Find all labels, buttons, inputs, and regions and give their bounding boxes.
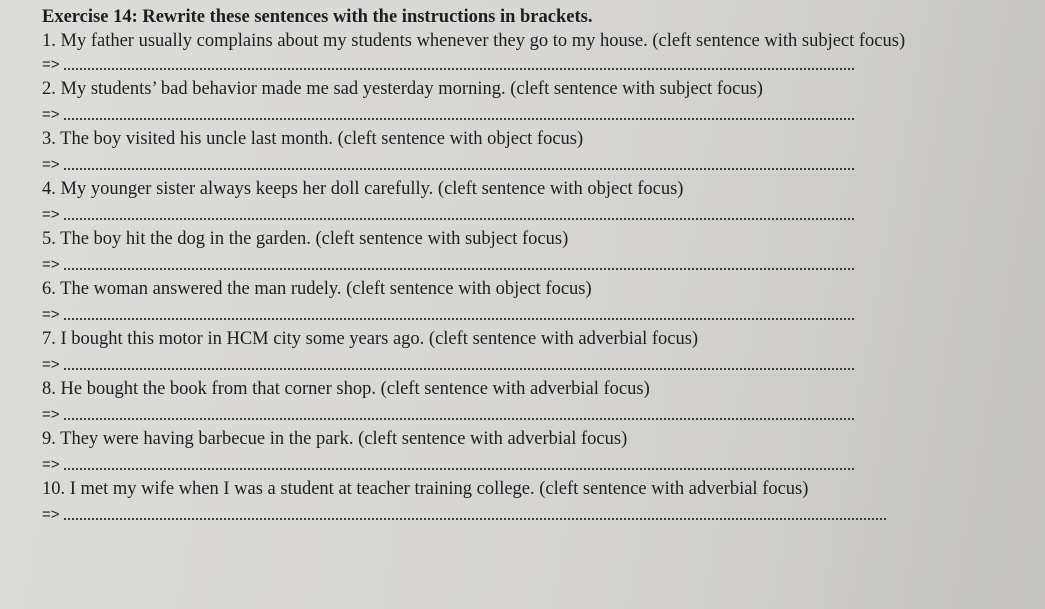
dotted-blank <box>64 467 854 470</box>
answer-arrow: => <box>42 206 60 223</box>
exercise-label: Exercise 14: <box>42 7 138 27</box>
exercise-item-9 <box>42 427 1025 477</box>
answer-line[interactable] <box>42 252 1025 277</box>
dotted-blank <box>64 217 854 220</box>
answer-arrow: => <box>42 406 60 423</box>
answer-arrow: => <box>42 106 60 123</box>
answer-arrow: => <box>42 456 60 473</box>
answer-line[interactable] <box>42 102 1025 127</box>
dotted-blank <box>64 167 854 170</box>
item-sentence: 4. My younger sister always keeps her doll carefully. (cleft sentence with object focus) <box>42 179 684 199</box>
answer-arrow: => <box>42 306 60 323</box>
dotted-blank <box>64 67 854 70</box>
exercise-item-10 <box>42 477 1025 527</box>
item-sentence: 7. I bought this motor in HCM city some years ago. (cleft sentence with adverbial focus) <box>42 329 699 349</box>
answer-arrow: => <box>42 156 60 173</box>
answer-line[interactable] <box>42 502 1025 527</box>
exercise-item-6 <box>42 277 1025 327</box>
exercise-item-7 <box>42 327 1025 377</box>
dotted-blank <box>64 267 854 270</box>
dotted-blank <box>64 417 854 420</box>
item-sentence: 3. The boy visited his uncle last month. (cleft sentence with object focus) <box>42 129 584 149</box>
answer-arrow: => <box>42 506 60 523</box>
exercise-item-1 <box>42 30 1025 77</box>
item-sentence: 10. I met my wife when I was a student at teacher training college. (cleft sentence with adverbial focus) <box>42 479 809 499</box>
exercise-item-4 <box>42 177 1025 227</box>
answer-line[interactable] <box>42 402 1025 427</box>
dotted-blank <box>64 117 854 120</box>
answer-line[interactable] <box>42 352 1025 377</box>
item-sentence: 5. The boy hit the dog in the garden. (cleft sentence with subject focus) <box>42 229 569 249</box>
dotted-blank <box>64 367 854 370</box>
exercise-item-2 <box>42 77 1025 127</box>
answer-line[interactable] <box>42 52 1025 77</box>
answer-line[interactable] <box>42 302 1025 327</box>
exercise-instruction: Rewrite these sentences with the instructions in brackets. <box>142 7 593 27</box>
answer-arrow: => <box>42 56 60 73</box>
answer-line[interactable] <box>42 152 1025 177</box>
exercise-heading <box>42 6 1025 28</box>
item-sentence: 2. My students’ bad behavior made me sad yesterday morning. (cleft sentence with subject focus) <box>42 79 763 99</box>
answer-arrow: => <box>42 356 60 373</box>
exercise-item-8 <box>42 377 1025 427</box>
answer-line[interactable] <box>42 452 1025 477</box>
exercise-item-3 <box>42 127 1025 177</box>
answer-line[interactable] <box>42 202 1025 227</box>
answer-arrow: => <box>42 256 60 273</box>
dotted-blank <box>64 317 854 320</box>
exercise-item-5 <box>42 227 1025 277</box>
item-sentence: 1. My father usually complains about my students whenever they go to my house. (cleft sentence with subject focus) <box>42 31 906 51</box>
dotted-blank <box>64 517 886 520</box>
item-sentence: 9. They were having barbecue in the park. (cleft sentence with adverbial focus) <box>42 429 628 449</box>
item-sentence: 6. The woman answered the man rudely. (cleft sentence with object focus) <box>42 279 592 299</box>
item-sentence: 8. He bought the book from that corner shop. (cleft sentence with adverbial focus) <box>42 379 650 399</box>
